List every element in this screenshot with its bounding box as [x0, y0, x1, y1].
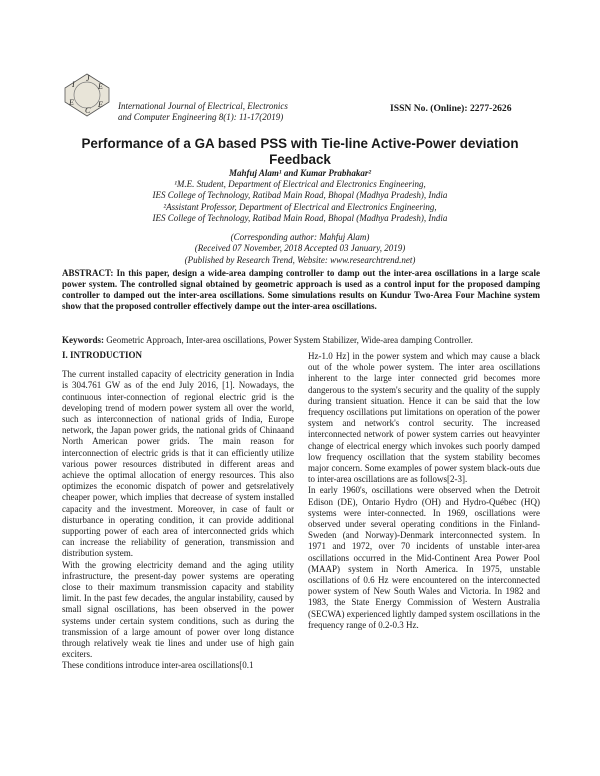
paragraph: The current installed capacity of electricity generation in India is 304.761 GW as of the end July 2016, [1]. Nowadays, the continuous inter-connection of regional electric grid is the developing trend of modern power system all over the world, such as interconnection of national grids of India, Europe network, the Japan power grids, the national grids of Chinaand North American power grids. The main reason for interconnection of electric grids is that it can efficiently utilize various power resources distributed in different areas and achieve the optimal allocation of energy resources. This also optimizes the economic dispatch of power and getsrelatively cheaper power, which implies that decrease of system installed capacity and the investment. Moreover, in case of fault or disturbance in operating condition, it can provide additional supporting power of each area of interconnected grids which can increase the reliability of generation, transmission and distribution system.: [62, 369, 294, 559]
journal-name: [118, 101, 358, 123]
received-accepted-dates: (Received 07 November, 2018 Accepted 03 January, 2019): [194, 243, 406, 254]
issn: ISSN No. (Online): 2277-2626: [390, 103, 512, 114]
left-column: [62, 350, 294, 672]
keywords: [62, 335, 540, 346]
logo-letter-3: E: [98, 82, 103, 91]
corresponding-author: (Corresponding author: Mahfuj Alam): [230, 232, 370, 242]
abstract: ABSTRACT: In this paper, design a wide-area damping controller to damp out the inter-area oscillations in a large scale power system. The controlled signal obtained by geometric approach is used as a control input for the proposed damping controller to damped out the inter-area oscillations. Some simulations results on Kundur Two-Area Four Machine system show that the proposed controller effectively dampe out the inter-area oscillations.: [62, 268, 540, 311]
logo-letter-2: J: [86, 74, 90, 83]
paragraph: With the growing electricity demand and the aging utility infrastructure, the present-day power systems are operating close to their maximum transmission capacity and stability limit. In the past few decades, the angular instability, caused by small signal oscillations, has been observed in the power systems under certain system conditions, such as during the transmission of a large amount of power over long distance through relatively weak tie lines and under use of high gain exciters.: [62, 559, 294, 660]
affiliations: [60, 179, 540, 225]
keywords-label: Keywords:: [62, 335, 104, 345]
keywords-text: Geometric Approach, Inter-area oscillations, Power System Stabilizer, Wide-area damping Controller.: [104, 335, 473, 345]
logo-letter-1: I: [72, 80, 75, 89]
affiliation-line: IES College of Technology, Ratibad Main Road, Bhopal (Madhya Pradesh), India: [152, 190, 448, 201]
paper-title: Performance of a GA based PSS with Tie-line Active-Power deviation Feedback: [81, 136, 519, 167]
section-heading: I. INTRODUCTION: [62, 350, 143, 360]
right-column: [308, 351, 540, 631]
paragraph: Hz-1.0 Hz] in the power system and which may cause a black out of the whole power system. The inter area oscillations inherent to the large inter connected grid becomes more dangerous to the system's security and the quality of the supply during transient situation. Hence it can be said that the low frequency oscillations put limitations on operation of the power system and network's control security. The increased interconnected network of power system carries out heavyinter change of electrical energy which invokes such poorly damped low frequency oscillation that the system stability becomes major concern. Some examples of power system black-outs due to inter-area oscillations are as follows[2-3].: [308, 351, 540, 485]
authors: Mahfuj Alam¹ and Kumar Prabhakar²: [228, 168, 372, 178]
correspondence-info: [60, 232, 540, 266]
logo-letter-4: E: [69, 98, 74, 107]
logo-letter-5: C: [85, 106, 91, 115]
affiliation-line: IES College of Technology, Ratibad Main Road, Bhopal (Madhya Pradesh), India: [152, 213, 448, 224]
paragraph: These conditions introduce inter-area oscillations[0.1: [62, 660, 254, 671]
logo-letter-6: E: [98, 100, 103, 109]
paragraph: In early 1960's, oscillations were observed when the Detroit Edison (DE), Ontario Hydro (OH) and Hydro-Québec (HQ) systems were inter-connected. In 1969, oscillations were observed under several operating conditions in the Finland-Sweden (and Norway)-Denmark interconnected system. In 1971 and 1972, over 70 incidents of unstable inter-area oscillations occurred in the Mid-Continent Area Power Pool (MAAP) system in North America. In 1975, unstable oscillations of 0.6 Hz were encountered on the interconnected power system of New South Wales and Victoria. In 1982 and 1983, the State Energy Commission of Western Australia (SECWA) experienced lightly damped system oscillations in the frequency range of 0.2-0.3 Hz.: [308, 485, 540, 630]
journal-logo: [62, 72, 112, 118]
publisher-line: (Published by Research Trend, Website: www.researchtrend.net): [184, 254, 416, 265]
affiliation-line: ²Assistant Professor, Department of Electrical and Electronics Engineering,: [163, 201, 437, 212]
affiliation-line: ¹M.E. Student, Department of Electrical and Electronics Engineering,: [174, 179, 426, 189]
journal-line-2: and Computer Engineering 8(1): 11-17(2019): [118, 112, 284, 122]
journal-line-1: International Journal of Electrical, Electronics: [118, 101, 288, 111]
